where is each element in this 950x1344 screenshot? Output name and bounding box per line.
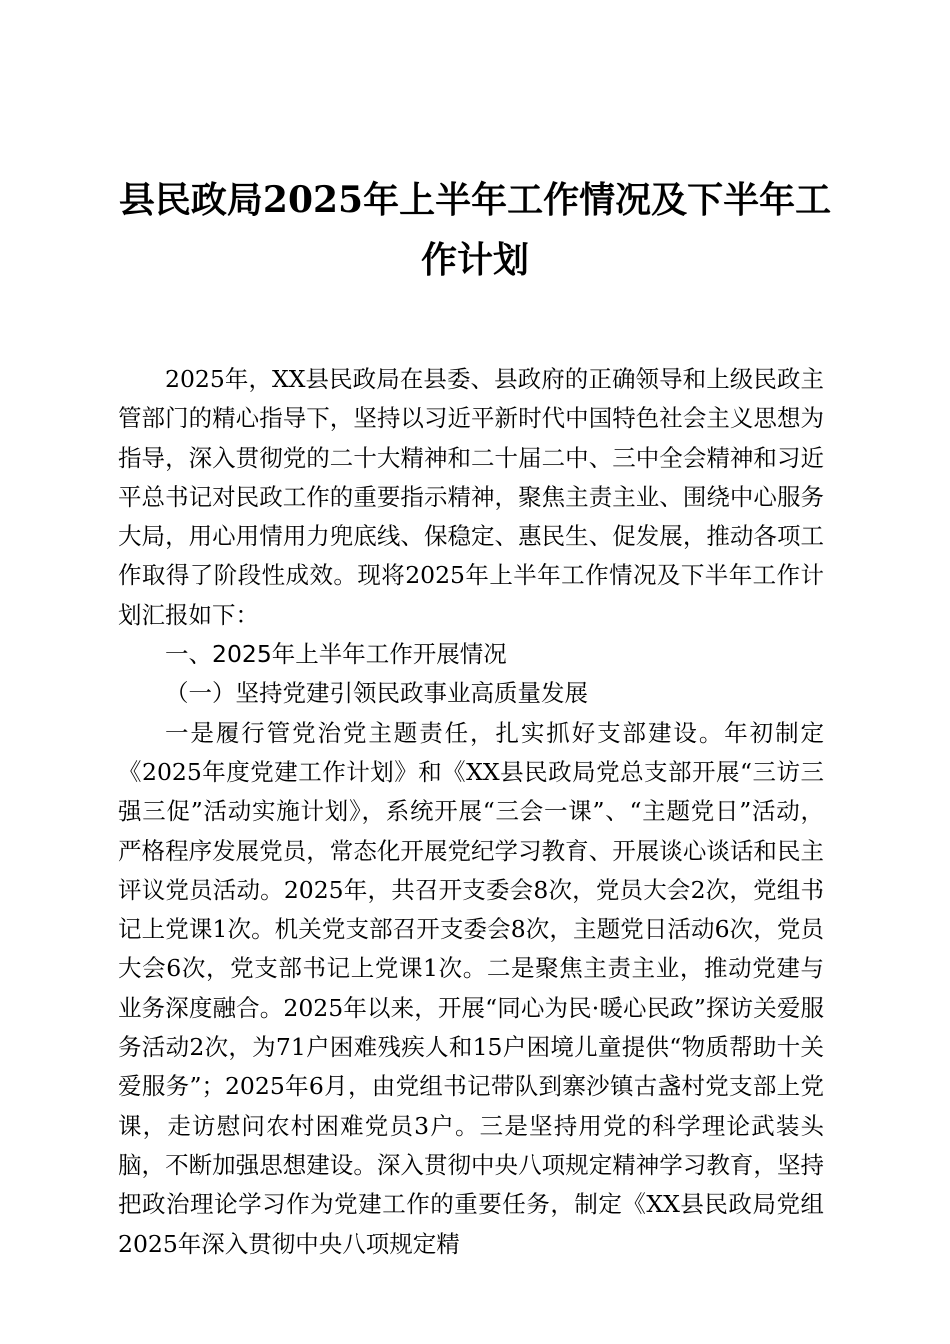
document-title: 县民政局2025年上半年工作情况及下半年工作计划 [118,179,832,281]
section-heading: 一、2025年上半年工作开展情况 [165,640,507,669]
document-body [118,360,824,1264]
subsection-heading: （一）坚持党建引领民政事业高质量发展 [165,679,588,708]
body-paragraph: 一是履行管党治党主题责任，扎实抓好支部建设。年初制定《2025年度党建工作计划》和《XX县民政局党总支部开展“三访三强三促”活动实施计划》，系统开展“三会一课”、“主题党日”活动，严格程序发展党员，常态化开展党纪学习教育、开展谈心谈话和民主评议党员活动。2025年，共召开支委会8次，党员大会2次，党组书记上党课1次。机关党支部召开支委会8次，主题党日活动6次，党员大会6次，党支部书记上党课1次。二是聚焦主责主业，推动党建与业务深度融合。2025年以来，开展“同心为民·暖心民政”探访关爱服务活动2次，为71户困难残疾人和15户困境儿童提供“物质帮助十关爱服务”；2025年6月，由党组书记带队到寨沙镇古盏村党支部上党课，走访慰问农村困难党员3户。三是坚持用党的科学理论武装头脑，不断加强思想建设。深入贯彻中央八项规定精神学习教育，坚持把政治理论学习作为党建工作的重要任务，制定《XX县民政局党组2025年深入贯彻中央八项规定精 [118,718,824,1258]
intro-paragraph: 2025年，XX县民政局在县委、县政府的正确领导和上级民政主管部门的精心指导下，坚持以习近平新时代中国特色社会主义思想为指导，深入贯彻党的二十大精神和二十届二中、三中全会精神和习近平总书记对民政工作的重要指示精神，聚焦主责主业、围绕中心服务大局，用心用情用力兜底线、保稳定、惠民生、促发展，推动各项工作取得了阶段性成效。现将2025年上半年工作情况及下半年工作计划汇报如下： [118,365,824,629]
